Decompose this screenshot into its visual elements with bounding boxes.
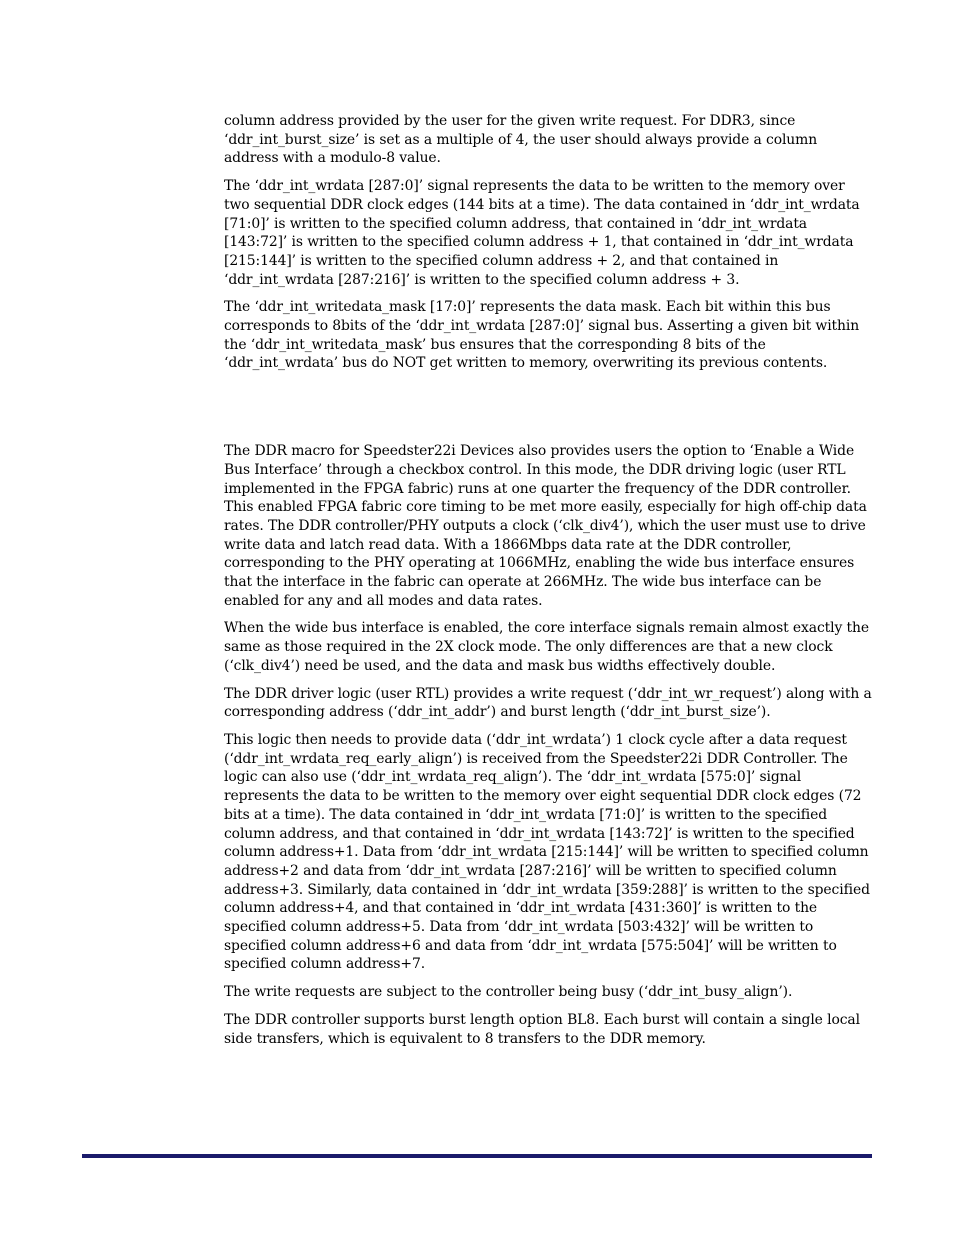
footer-rule — [82, 1154, 872, 1158]
paragraph-data-request: This logic then needs to provide data (‘ddr_int_wrdata’) 1 clock cycle after a data request (‘ddr_int_wrdata_req_early_align’) is received from the Speedster22i DDR Controller. The logic can also use (‘ddr_int_wrdata_req_align’). The ‘ddr_int_wrdata [575:0]’ signal represents the data to be written to the memory over eight sequential DDR clock edges (72 bits at a time). The data contained in ‘ddr_int_wrdata [71:0]’ is written to the specified column address, and that contained in ‘ddr_int_wrdata [143:72]’ is written to the specified column address+1. Data from ‘ddr_int_wrdata [215:144]’ will be written to specified column address+2 and data from ‘ddr_int_wrdata [287:216]’ will be written to specified column address+3. Similarly, data contained in ‘ddr_int_wrdata [359:288]’ is written to the specified column address+4, and that contained in ‘ddr_int_wrdata [431:360]’ is written to the specified column address+5. Data from ‘ddr_int_wrdata [503:432]’ will be written to specified column address+6 and data from ‘ddr_int_wrdata [575:504]’ will be written to specified column address+7. — [224, 731, 870, 973]
paragraph-wide-bus-interface: The DDR macro for Speedster22i Devices also provides users the option to ‘Enable a Wide Bus Interface’ through a checkbox control. In this mode, the DDR driving logic (user RTL implemented in the FPGA fabric) runs at one quarter the frequency of the DDR controller. This enabled FPGA fabric core timing to be met more easily, especially for high off-chip data rates. The DDR controller/PHY outputs a clock (‘clk_div4’), which the user must use to drive write data and latch read data. With a 1866Mbps data rate at the DDR controller, corresponding to the PHY operating at 1066MHz, enabling the wide bus interface ensures that the interface in the fabric can operate at 266MHz. The wide bus interface can be enabled for any and all modes and data rates. — [224, 443, 867, 609]
paragraph-controller-busy: The write requests are subject to the controller being busy (‘ddr_int_busy_align’). — [224, 984, 793, 1001]
paragraph-writedata-mask: The ‘ddr_int_writedata_mask [17:0]’ represents the data mask. Each bit within this bus corresponds to 8bits of the ‘ddr_int_wrdata [287:0]’ signal bus. Asserting a given bit within the ‘ddr_int_writedata_mask’ bus ensures that the corresponding 8 bits of the ‘ddr_int_wrdata’ bus do NOT get written to memory, overwriting its previous contents. — [224, 299, 860, 372]
paragraph-wide-bus-enabled: When the wide bus interface is enabled, the core interface signals remain almost exactly the same as those required in the 2X clock mode. The only differences are that a new clock (‘clk_div4’) need be used, and the data and mask bus widths effectively double. — [224, 620, 869, 674]
paragraph-column-address: column address provided by the user for the given write request. For DDR3, since ‘ddr_int_burst_size’ is set as a multiple of 4, the user should always provide a column address with a modulo-8 value. — [224, 113, 818, 167]
paragraph-wrdata-signal: The ‘ddr_int_wrdata [287:0]’ signal represents the data to be written to the memory over two sequential DDR clock edges (144 bits at a time). The data contained in ‘ddr_int_wrdata [71:0]’ is written to the specified column address, that contained in ‘ddr_int_wrdata [143:72]’ is written to the specified column address + 1, that contained in ‘ddr_int_wrdata [215:144]’ is written to the specified column address + 2, and that contained in ‘ddr_int_wrdata [287:216]’ is written to the specified column address + 3. — [224, 178, 860, 288]
document-body — [224, 112, 872, 1057]
paragraph-write-request: The DDR driver logic (user RTL) provides a write request (‘ddr_int_wr_request’) along with a corresponding address (‘ddr_int_addr’) and burst length (‘ddr_int_burst_size’). — [224, 685, 872, 721]
paragraph-burst-length: The DDR controller supports burst length option BL8. Each burst will contain a single local side transfers, which is equivalent to 8 transfers to the DDR memory. — [224, 1011, 860, 1047]
section-gap — [224, 382, 872, 442]
